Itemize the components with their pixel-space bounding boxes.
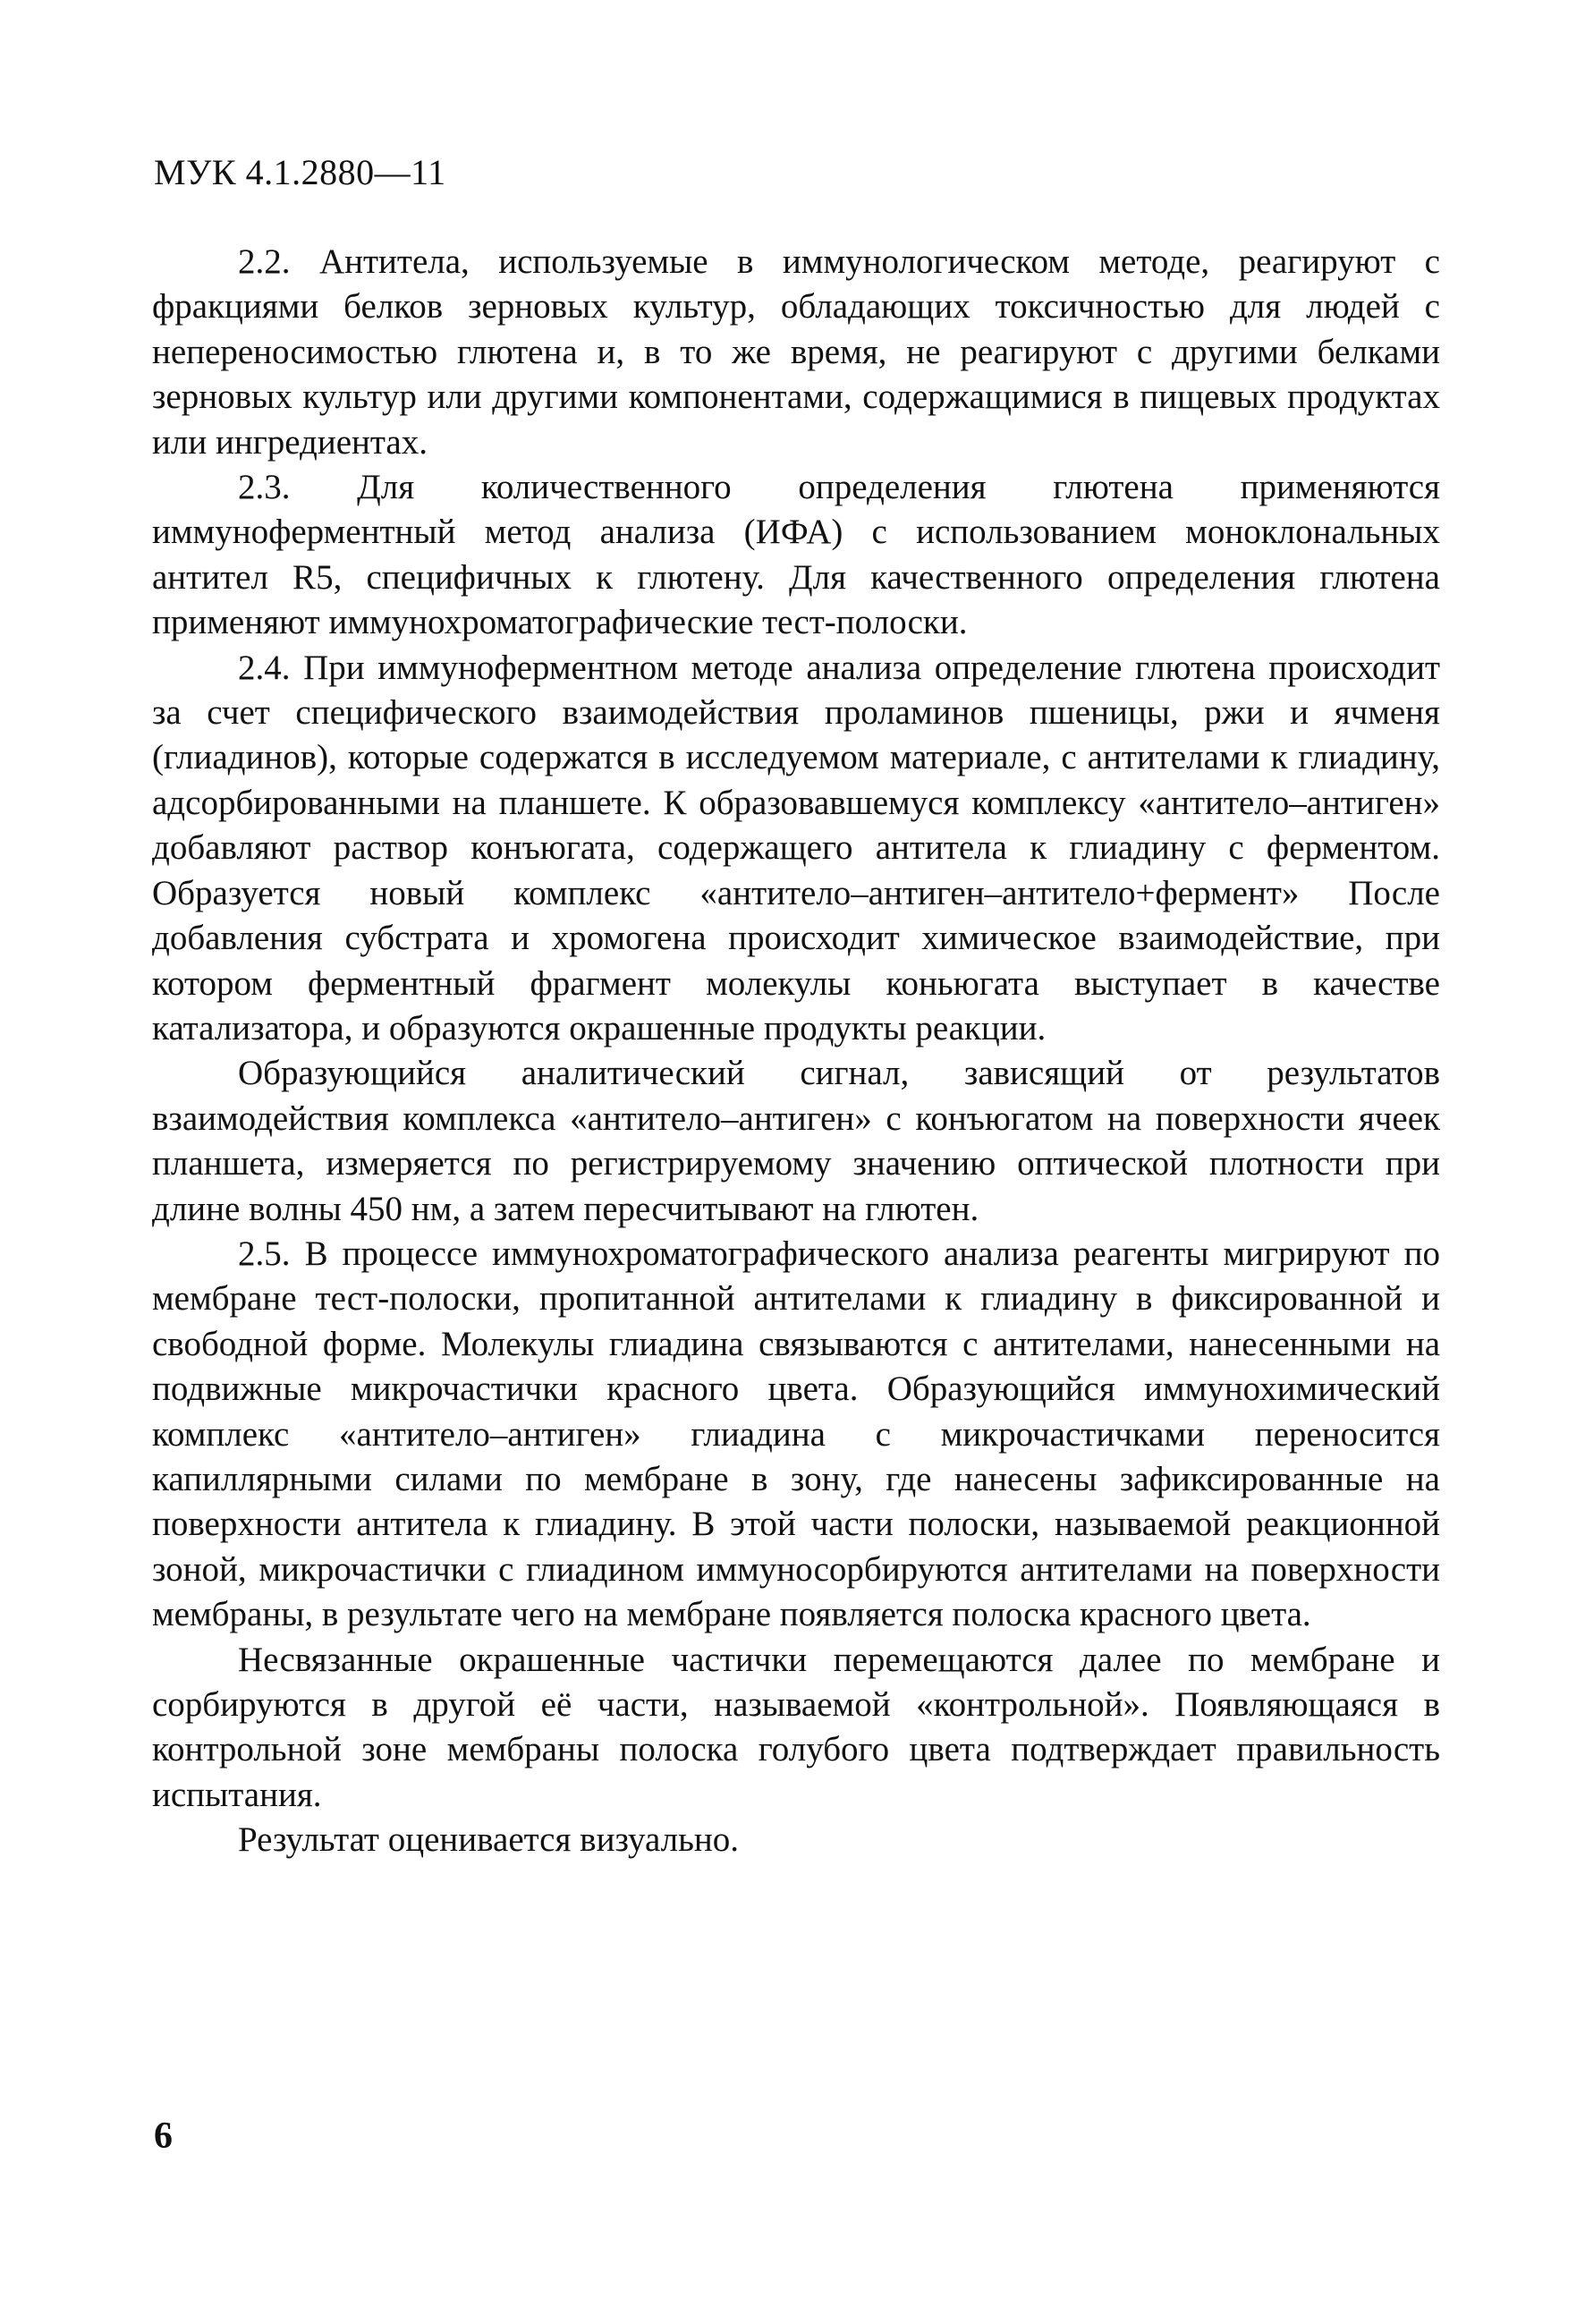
paragraph-2-2: 2.2. Антитела, используемые в иммунологическом методе, реагируют с фракциями белков зерновых культур, обладающих токсичностью для людей с непереносимостью глютена и, в то же время, не реагируют с другими белками зерновых культур или другими компонентами, содержащимися в пищевых продуктах или ингредиентах. — [152, 242, 1440, 462]
document-code-header: МУК 4.1.2880—11 — [154, 152, 446, 192]
paragraph-2-3: 2.3. Для количественного определения глютена применяются иммуноферментный метод анализа (ИФА) с использованием моноклональных антител R5, специфичных к глютену. Для качественного определения глютена применяют иммунохроматографические тест-полоски. — [152, 468, 1440, 642]
paragraph-result: Результат оценивается визуально. — [238, 1820, 740, 1860]
body-text — [152, 240, 1440, 1863]
paragraph-signal: Образующийся аналитический сигнал, зависящий от результатов взаимодействия комплекса «антитело–антиген» с конъюгатом на поверхности ячеек планшета, измеряется по регистрируемому значению оптической плотности при длине волны 450 нм, а затем пересчитывают на глютен. — [152, 1054, 1440, 1228]
paragraph-unbound-particles: Несвязанные окрашенные частички перемещаются далее по мембране и сорбируются в другой её части, называемой «контрольной». Появляющаяся в контрольной зоне мембраны полоска голубого цвета подтверждает правильность испытания. — [152, 1640, 1440, 1814]
paragraph-2-5: 2.5. В процессе иммунохроматографического анализа реагенты мигрируют по мембране тест-полоски, пропитанной антителами к глиадину в фиксированной и свободной форме. Молекулы глиадина связываются с антителами, нанесенными на подвижные микрочастички красного цвета. Образующийся иммунохимический комплекс «антитело–антиген» глиадина с микрочастичками переносится капиллярными силами по мембране в зону, где нанесены зафиксированные на поверхности антитела к глиадину. В этой части полоски, называемой реакционной зоной, микрочастички с глиадином иммуносорбируются антителами на поверхности мембраны, в результате чего на мембране появляется полоска красного цвета. — [152, 1234, 1440, 1634]
page-number: 6 — [154, 2116, 173, 2157]
paragraph-2-4: 2.4. При иммуноферментном методе анализа определение глютена происходит за счет специфического взаимодействия проламинов пшеницы, ржи и ячменя (глиадинов), которые содержатся в исследуемом материале, с антителами к глиадину, адсорбированными на планшете. К образовавшемуся комплексу «антитело–антиген» добавляют раствор конъюгата, содержащего антитела к глиадину с ферментом. Образуется новый комплекс «антитело–антиген–антитело+фермент» После добавления субстрата и хромогена происходит химическое взаимодействие, при котором ферментный фрагмент молекулы коньюгата выступает в качестве катализатора, и образуются окрашенные продукты реакции. — [152, 648, 1440, 1047]
